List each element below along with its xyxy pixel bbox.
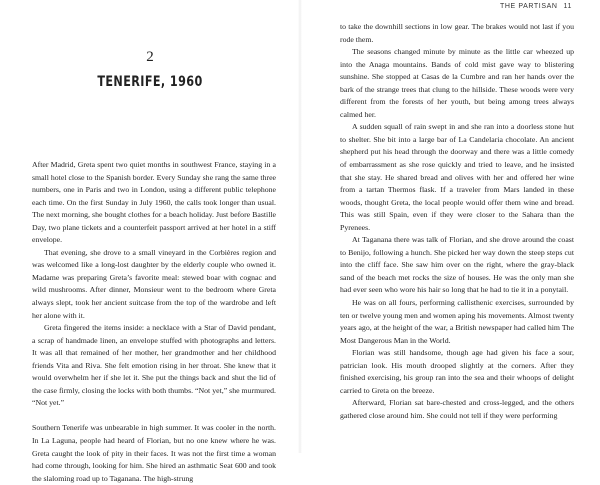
paragraph: Southern Tenerife was unbearable in high summer. It was cooler in the north. In La Laguna, people had heard of Florian, but no one knew where he was. Greta caught the look of pity in their faces. It was not the first time a woman had come through, looking for him. She hired an asthmatic Seat 600 and took the slaloming road up to Taganana. The high-strung <box>32 423 276 483</box>
running-head-title: THE PARTISAN <box>500 3 558 10</box>
chapter-number: 2 <box>146 49 154 65</box>
left-page <box>0 0 300 483</box>
paragraph: Greta fingered the items inside: a necklace with a Star of David pendant, a scrap of handmade linen, an envelope stuffed with photographs and letters. It was all that remained of her mother, her grandmother and her childhood friends Vita and Riva. She felt emotion rising in her throat. She knew that it would overwhelm her if she let it. She put the things back and shut the lid of the case firmly, closing the locks with both thumbs. “Not yet,” she murmured. “Not yet.” <box>32 323 276 408</box>
paragraph: After Madrid, Greta spent two quiet months in southwest France, staying in a small hotel close to the Spanish border. Every Sunday she rang the same three numbers, one in Paris and two in London, using a different public telephone each time. On the first Sunday in July 1960, the calls took longer than usual. The next morning, she bought clothes for a beach holiday. Just before Bastille Day, two plane tickets and a counterfeit passport arrived at her hotel in a stiff envelope. <box>32 160 276 245</box>
paragraph: He was on all fours, performing callisthenic exercises, surrounded by ten or twelve young men and women aping his movements. Almost twenty years ago, at the height of the war, a British newspaper had called him The Most Dangerous Man in the World. <box>340 298 574 345</box>
page-number: 11 <box>563 3 572 10</box>
paragraph: At Taganana there was talk of Florian, and she drove around the coast to Benijo, following a hunch. She picked her way down the steep steps cut into the cliff face. She saw him over on the right, where the gray-black sand of the beach met rocks the size of houses. He was the only man she had ever seen who wore his hair so long that he had to tie it in a ponytail. <box>340 235 574 295</box>
paragraph: The seasons changed minute by minute as the little car wheezed up into the Anaga mountains. Bands of cold mist gave way to blistering sunshine. She stopped at Casas de la Cumbre and ran her hands over the bark of the strange trees that clung to the hillside. These woods were very different from the forests of her youth, but being among trees always calmed her. <box>340 47 574 119</box>
paragraph: to take the downhill sections in low gear. The brakes would not last if you rode them. <box>340 22 574 44</box>
chapter-title: TENERIFE, 1960 <box>97 74 203 90</box>
paragraph: That evening, she drove to a small vineyard in the Corbières region and was welcomed like a long-lost daughter by the elderly couple who owned it. Madame was preparing Greta’s favorite meal: stewed boar with cognac and wild mushrooms. After dinner, Monsieur went to the bedroom where Greta always slept, took her ancient suitcase from the top of the wardrobe and left her alone with it. <box>32 247 276 320</box>
paragraph: Afterward, Florian sat bare-chested and cross-legged, and the others gathered close around him. She could not tell if they were performing <box>340 398 574 420</box>
paragraph: Florian was still handsome, though age had given his face a sour, patrician look. His mouth drooped slightly at the corners. After they finished exercising, his group ran into the sea and their whoops of delight carried to Greta on the breeze. <box>340 348 574 395</box>
right-page <box>300 0 600 453</box>
running-head <box>500 3 572 10</box>
paragraph: A sudden squall of rain swept in and she ran into a doorless stone hut to shelter. She bit into a large bar of La Candelaria chocolate. An ancient shepherd put his head through the doorway and there was a little comedy of embarrassment as she rose quickly and tried to leave, and he insisted that she stay. He shared bread and olives with her and offered her wine from a tartan Thermos flask. If a traveler from Mars landed in these woods, thought Greta, the local people would offer them wine and bread. This was still Spain, even if they were closer to the Sahara than the Pyrenees. <box>340 122 574 232</box>
right-page-body <box>340 21 574 423</box>
left-page-body <box>32 159 276 485</box>
